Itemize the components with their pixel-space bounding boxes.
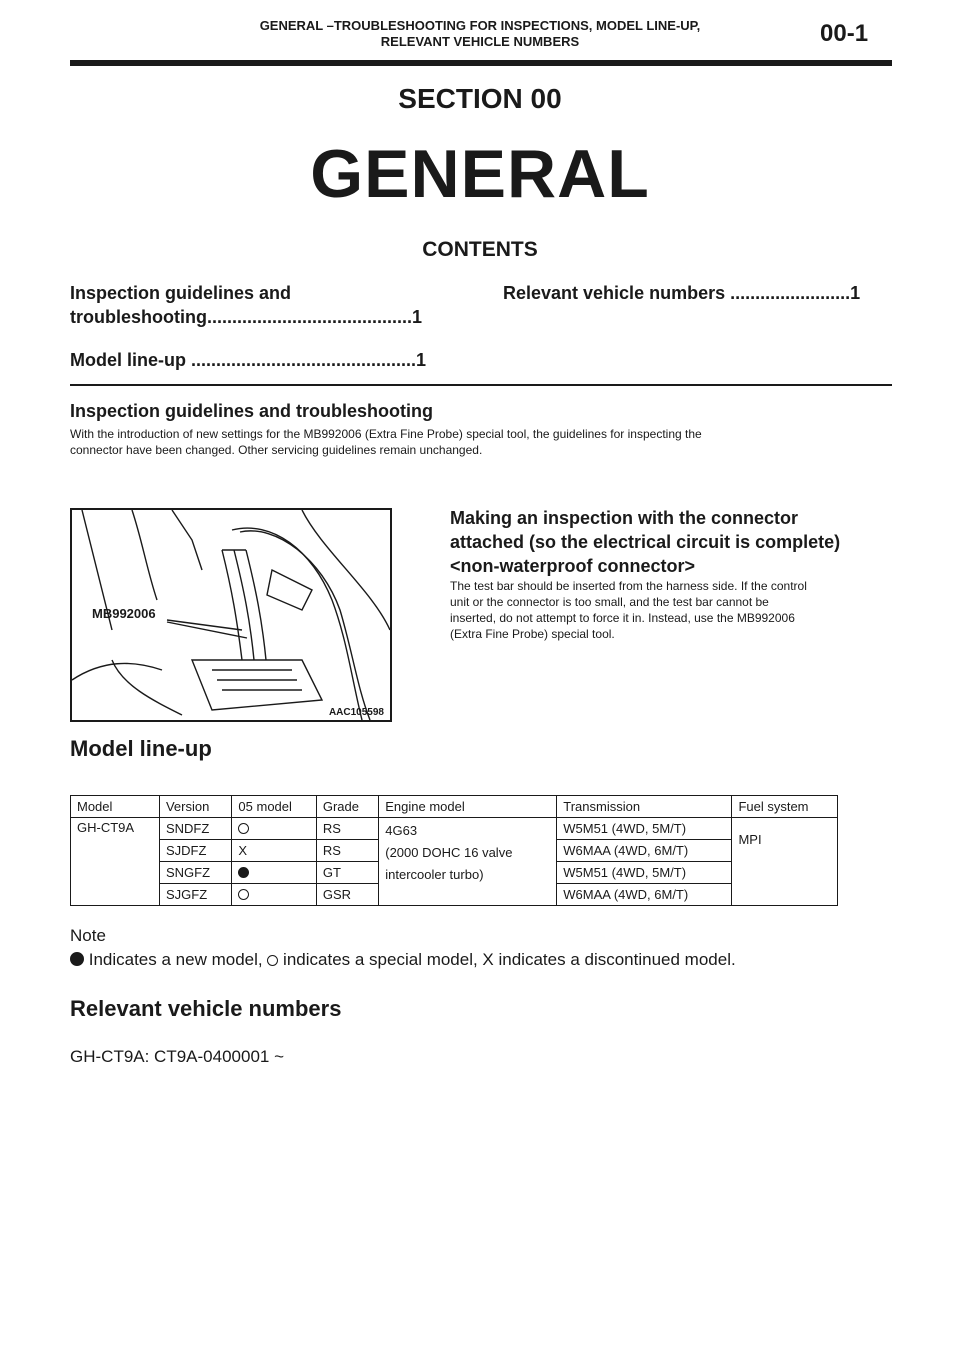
section-label: SECTION 00	[398, 83, 562, 114]
page-code: 00-1	[820, 20, 869, 47]
table-header-cell: Transmission	[557, 796, 732, 818]
table-header-cell: Fuel system	[732, 796, 838, 818]
transmission-cell: W5M51 (4WD, 5M/T)	[557, 862, 732, 884]
toc-item-relevant-vehicle-numbers[interactable]: Relevant vehicle numbers ........................1	[503, 283, 861, 303]
engine-model-cell	[379, 818, 557, 906]
contents-heading: CONTENTS	[422, 238, 538, 261]
connector-inspection-figure	[70, 508, 392, 722]
special-model-icon	[238, 889, 249, 900]
version-cell: SNDFZ	[159, 818, 231, 840]
note-text-special: indicates a special model, X indicates a discontinued model.	[278, 950, 736, 969]
figure-id: AAC105598	[328, 707, 384, 718]
inspection-intro	[70, 426, 702, 458]
connector-inspection-heading-line3: <non-waterproof connector>	[450, 556, 696, 576]
transmission-cell: W6MAA (4WD, 6M/T)	[557, 840, 732, 862]
connector-inspection-body-line3: inserted, do not attempt to force it in. Instead, use the MB992006	[450, 611, 795, 625]
note-text-new: Indicates a new model,	[84, 950, 268, 969]
model-cell: GH-CT9A	[71, 818, 160, 906]
section-title: GENERAL	[310, 136, 650, 212]
note-legend	[70, 950, 736, 970]
table-header-row	[71, 796, 838, 818]
table-header-cell: Version	[159, 796, 231, 818]
table-header-cell: Engine model	[379, 796, 557, 818]
version-cell: SNGFZ	[159, 862, 231, 884]
transmission-cell: W6MAA (4WD, 6M/T)	[557, 884, 732, 906]
model-05-cell	[232, 818, 316, 840]
engine-line1: 4G63	[385, 823, 418, 838]
contents-divider	[70, 384, 892, 386]
running-header-line1: GENERAL –TROUBLESHOOTING FOR INSPECTIONS, MODEL LINE-UP,	[259, 18, 701, 33]
connector-inspection-heading	[450, 506, 840, 578]
grade-cell: RS	[316, 840, 378, 862]
model-05-cell: X	[232, 840, 316, 862]
toc-item-model-lineup[interactable]: Model line-up .............................................1	[70, 350, 427, 370]
connector-inspection-heading-line1: Making an inspection with the connector	[450, 508, 799, 528]
inspection-heading: Inspection guidelines and troubleshooting	[70, 401, 434, 421]
table-header-cell: Grade	[316, 796, 378, 818]
connector-inspection-body-line1: The test bar should be inserted from the harness side. If the control	[450, 579, 807, 593]
new-model-icon	[70, 952, 84, 966]
header-rule	[70, 60, 892, 66]
toc-item-inspection[interactable]	[70, 281, 422, 329]
running-header-line2: RELEVANT VEHICLE NUMBERS	[380, 34, 580, 49]
new-model-icon	[238, 867, 249, 878]
connector-inspection-body-line4: (Extra Fine Probe) special tool.	[450, 627, 615, 641]
model-05-cell	[232, 884, 316, 906]
inspection-intro-line1: With the introduction of new settings for the MB992006 (Extra Fine Probe) special tool, the guidelines for inspecting the	[70, 427, 702, 441]
version-cell: SJDFZ	[159, 840, 231, 862]
note-label: Note	[70, 926, 106, 945]
toc-item-inspection-line1: Inspection guidelines and	[70, 283, 292, 303]
toc-item-inspection-line2: troubleshooting.........................................1	[70, 307, 423, 327]
inspection-intro-line2: connector have been changed. Other servicing guidelines remain unchanged.	[70, 443, 483, 457]
running-header	[200, 18, 760, 50]
model-lineup-heading: Model line-up	[70, 736, 212, 761]
engine-line3: intercooler turbo)	[385, 867, 484, 882]
table-header-cell: 05 model	[232, 796, 316, 818]
fuel-system-cell: MPI	[732, 818, 838, 906]
relevant-vehicle-numbers-text: GH-CT9A: CT9A-0400001 ~	[70, 1047, 285, 1066]
connector-inspection-body-line2: unit or the connector is too small, and the test bar cannot be	[450, 595, 769, 609]
connector-inspection-heading-line2: attached (so the electrical circuit is complete)	[450, 532, 841, 552]
table-row	[71, 818, 838, 840]
model-05-cell	[232, 862, 316, 884]
connector-inspection-body	[450, 578, 807, 642]
transmission-cell: W5M51 (4WD, 5M/T)	[557, 818, 732, 840]
special-model-icon	[238, 823, 249, 834]
special-model-icon	[267, 955, 278, 966]
table-header-cell: Model	[71, 796, 160, 818]
version-cell: SJGFZ	[159, 884, 231, 906]
engine-line2: (2000 DOHC 16 valve	[385, 845, 513, 860]
grade-cell: GT	[316, 862, 378, 884]
figure-tool-label: MB992006	[92, 606, 156, 621]
model-lineup-table	[70, 795, 838, 906]
relevant-vehicle-numbers-heading: Relevant vehicle numbers	[70, 996, 342, 1021]
grade-cell: GSR	[316, 884, 378, 906]
grade-cell: RS	[316, 818, 378, 840]
